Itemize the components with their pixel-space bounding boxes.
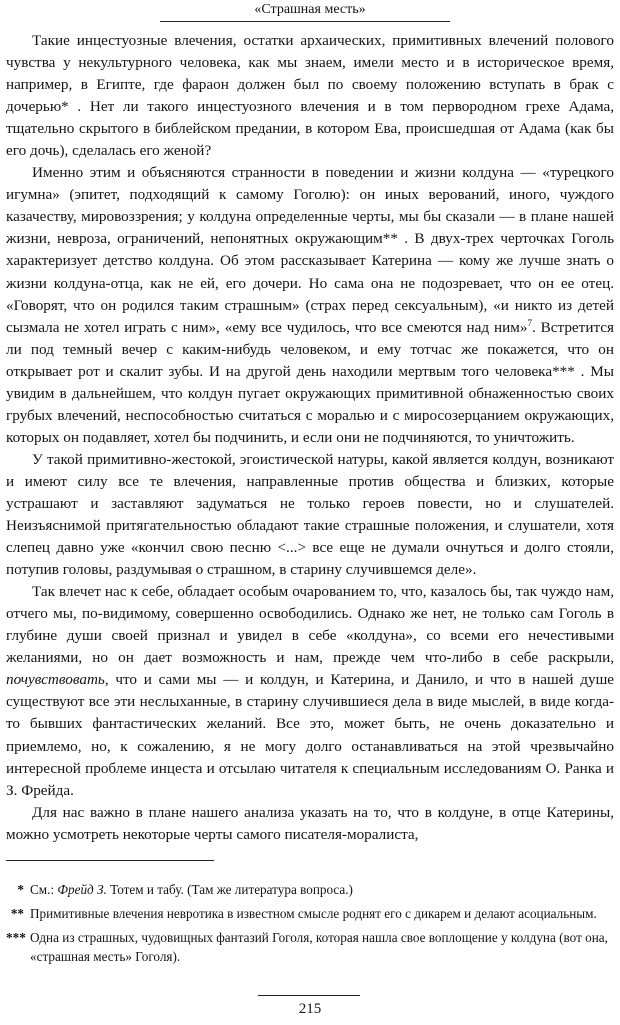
footnote [6, 880, 614, 899]
footnote-mark: ** [10, 906, 24, 921]
footnote-mark: * [17, 882, 24, 897]
endnote-ref: 7 [527, 317, 532, 328]
footnote [6, 904, 614, 923]
text-run: Так влечет нас к себе, обладает особым очарованием то, что, казалось бы, так чуждо нам, отчего мы, по-видимому, совершенно освободились. Однако же нет, не только сам Гоголь в глубине души своей признал и увидел в себе «колдуна», со всеми его нечестивыми желаниями, но он дает возможность и нам, прежде чем что-либо в себе раскрыли, [6, 583, 614, 667]
italic-text: Фрейд З. [57, 882, 107, 897]
italic-text: почувствовать [6, 671, 105, 689]
paragraph [6, 581, 614, 801]
footnote [6, 928, 614, 966]
paragraph [6, 802, 614, 846]
text-run: Тотем и табу. (Там же литература вопроса.) [106, 882, 353, 897]
text-run: У такой примитивно-жестокой, эгоистической натуры, какой является колдун, возникают и имеют силу все те влечения, направленные против общества и близких, которые устрашают и заставляют задуматься не только героев повести, но и слушателей. Неизъяснимой притягательностью обладают такие страшные положения, и слушатели, хотя слепец давно уже «кончил свою песню <...> все еще не думали очнуться и долго стояли, потупив головы, раздумывая о страшном, в старину случившемся деле». [6, 450, 614, 579]
text-run: , что и сами мы — и колдун, и Катерина, и Данило, и что в нашей душе существуют все эти неслыханные, в старину случившиеся дела в виде мыслей, в виде когда-то бывших фантастических желаний. Все это, может быть, не очень доказательно и приемлемо, но, к сожалению, я не могу долго останавливаться на этой чрезвычайно интересной проблеме инцеста и отсылаю читателя к специальным исследованиям О. Ранка и З. Фрейда. [6, 671, 614, 799]
text-run: Примитивные влечения невротика в известном смысле роднят его с дикарем и делают асоциальным. [30, 906, 597, 921]
text-run: Такие инцестуозные влечения, остатки архаических, примитивных влечений полового чувства у некультурного человека, как мы знаем, имели место и в историческое время, например, в Египте, где фараон должен был по своему положению вступать в брак с дочерью* . Нет ли такого инцестуозного влечения и в том первородном грехе Адама, тщательно скрытого в библейском предании, в котором Ева, происшедшая от Адама (как бы его дочь), сделалась его женой? [6, 32, 614, 160]
footnotes [6, 880, 614, 971]
header-rule [160, 21, 450, 22]
page-number: 215 [298, 1001, 322, 1017]
paragraph [6, 449, 614, 581]
footnote-text [30, 928, 614, 966]
running-head: «Страшная месть» [254, 2, 366, 17]
text-run: . Встретится ли под темный вечер с каким-нибудь человеком, и ему тотчас же покажется, что он открывает рот и скалит зубы. И на другой день находили мертвым того человека*** . Мы увидим в дальнейшем, что колдун пугает окружающих примитивной обнаженностью своих грубых влечений, неспособностью считаться с моралью и с миросозерцанием окружающих, которых он подавляет, хотел бы подчинить, и если они не подчиняются, то уничтожить. [6, 318, 614, 446]
text-run: Именно этим и объясняются странности в поведении и жизни колдуна — «турецкого игумна» (эпитет, подходящий к самому Гоголю): он иных верований, иного, чуждого казачеству, мировоззрения; у колдуна определенные черты, мы бы сказали — в плане нашей жизни, невроза, ограничений, непонятных окружающим** . В двух-трех черточках Гоголь характеризует детство колдуна. Об этом рассказывает Катерина — кому же лучше знать о жизни колдуна-отца, как не ей, его дочери. Но сама она не подозревает, что он ее отец. «Говорят, что он родился таким страшным» (страх перед сексуальным), «и никто из детей сызмала не хотел играть с ним», «ему все чудилось, что все смеются над ним» [6, 164, 614, 336]
main-text [6, 30, 614, 846]
footnote-text [30, 880, 614, 899]
footnote-text [30, 904, 614, 923]
folio-rule [258, 995, 360, 996]
footnote-mark: *** [6, 930, 26, 945]
paragraph [6, 30, 614, 162]
footnote-rule [6, 860, 214, 861]
text-run: Одна из страшных, чудовищных фантазий Гоголя, которая нашла свое воплощение у колдуна (вот она, «страшная месть» Гоголя). [30, 930, 608, 964]
paragraph [6, 162, 614, 449]
text-run: Для нас важно в плане нашего анализа указать на то, что в колдуне, в отце Катерины, можно усмотреть некоторые черты самого писателя-моралиста, [6, 803, 614, 843]
text-run: См.: [30, 882, 58, 897]
